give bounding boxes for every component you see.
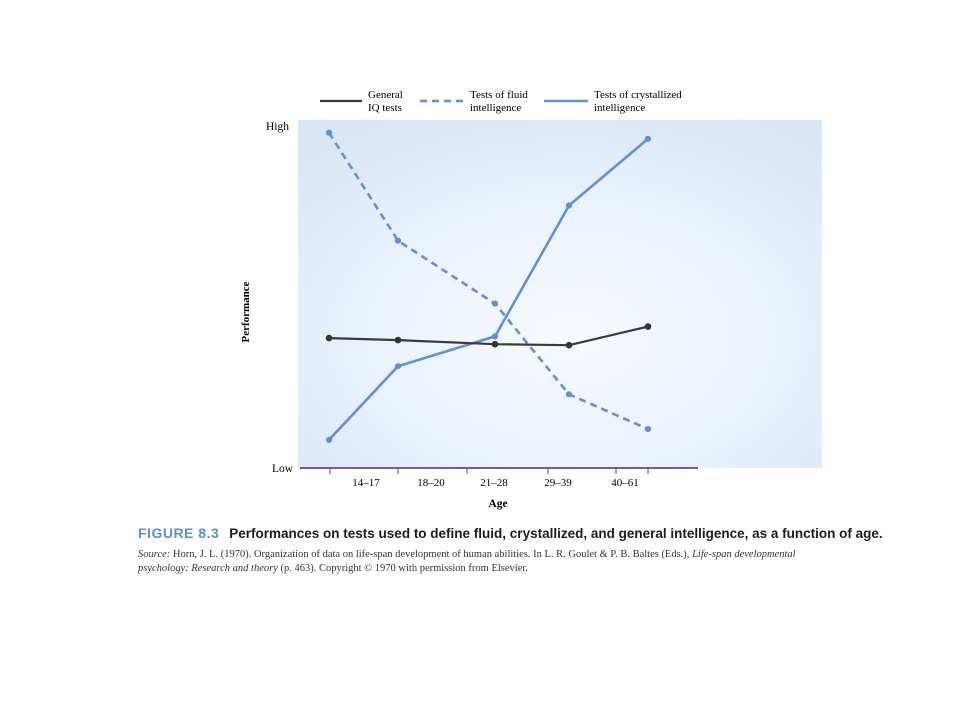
source-book-title: Life-span developmental psychology: Research and theory (138, 549, 796, 574)
legend-label-fluid-line2: intelligence (470, 102, 522, 114)
x-axis-label: Age (488, 498, 508, 510)
y-tick-high: High (266, 121, 289, 133)
source-text-part1: Horn, J. L. (1970). Organization of data on life-span development of human abilities. In L. R. Goulet & P. B. Baltes (Eds.), (170, 549, 693, 560)
plot-background (298, 120, 822, 468)
point-tests-of-crystallized-intelligence-3 (566, 202, 572, 208)
x-tick-label-2: 21–28 (480, 477, 508, 489)
figure-label: FIGURE 8.3 (138, 525, 220, 541)
point-general-iq-tests-4 (645, 323, 652, 330)
legend-label-general-line2: IQ tests (368, 102, 402, 114)
source-text-part2: (p. 463). Copyright © 1970 with permission from Elsevier. (277, 563, 528, 574)
x-tick-label-4: 40–61 (611, 477, 639, 489)
legend-label-fluid-line1: Tests of fluid (470, 89, 528, 101)
x-tick-label-1: 18–20 (417, 477, 445, 489)
point-tests-of-fluid-intelligence-2 (492, 301, 498, 307)
source-label: Source: (138, 549, 171, 560)
point-tests-of-crystallized-intelligence-1 (395, 363, 401, 369)
point-tests-of-fluid-intelligence-0 (326, 130, 332, 136)
figure-source (138, 548, 828, 576)
figure-caption (138, 525, 883, 541)
point-tests-of-fluid-intelligence-4 (645, 426, 651, 432)
x-tick-label-0: 14–17 (352, 477, 380, 489)
point-general-iq-tests-2 (492, 341, 499, 348)
point-tests-of-crystallized-intelligence-2 (492, 333, 498, 339)
y-axis-label: Performance (240, 281, 252, 343)
x-tick-label-3: 29–39 (544, 477, 572, 489)
legend-label-crystallized-line2: intelligence (594, 102, 646, 114)
caption-text: Performances on tests used to define fluid, crystallized, and general intelligence, as a function of age. (229, 526, 883, 541)
x-tick-labels (352, 477, 639, 489)
point-tests-of-fluid-intelligence-3 (566, 391, 572, 397)
legend (320, 89, 682, 114)
point-tests-of-fluid-intelligence-1 (395, 238, 401, 244)
point-general-iq-tests-0 (326, 335, 333, 342)
y-tick-low: Low (272, 463, 294, 475)
point-tests-of-crystallized-intelligence-0 (326, 437, 332, 443)
legend-label-crystallized-line1: Tests of crystallized (594, 89, 682, 101)
point-general-iq-tests-1 (395, 337, 402, 344)
point-tests-of-crystallized-intelligence-4 (645, 136, 651, 142)
legend-label-general-line1: General (368, 89, 403, 101)
point-general-iq-tests-3 (566, 342, 573, 349)
